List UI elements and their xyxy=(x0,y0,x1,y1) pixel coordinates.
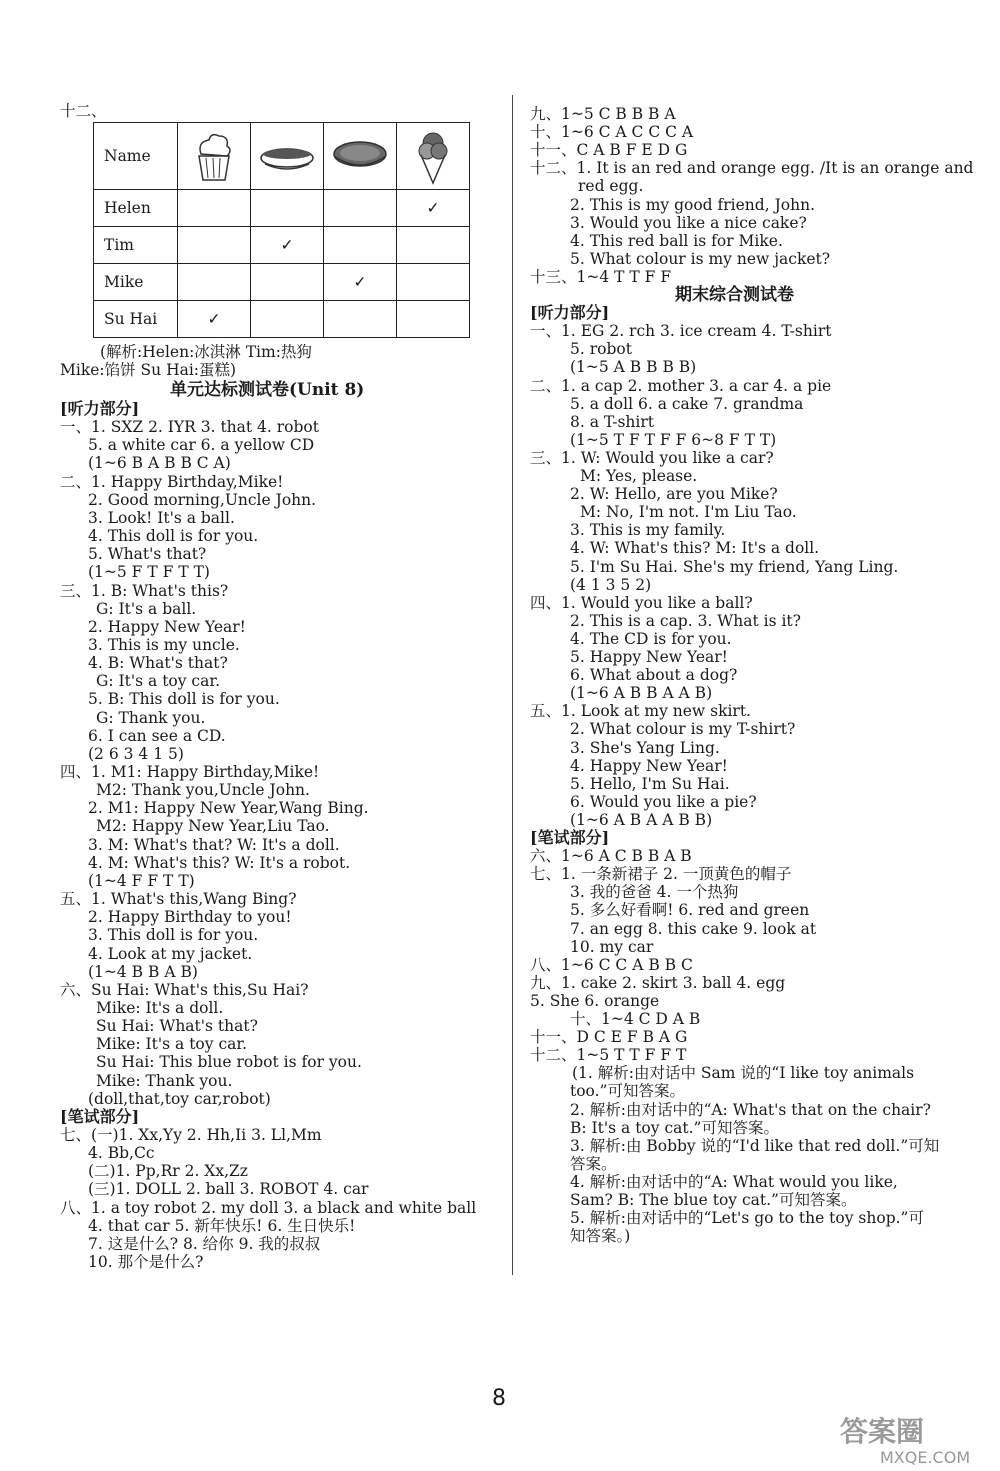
answer-line: 6. I can see a CD. xyxy=(88,726,226,745)
answer-line: 二、1. Happy Birthday,Mike! xyxy=(60,472,284,491)
answer-line: 4. Happy New Year! xyxy=(570,756,728,775)
answer-line: (1~4 F F T T) xyxy=(88,871,195,890)
answer-line: red egg. xyxy=(578,177,644,196)
answer-line: 7. an egg 8. this cake 9. look at xyxy=(570,919,817,938)
answer-line: (1~4 B B A B) xyxy=(88,962,198,981)
answer-line: 5. 多么好看啊! 6. red and green xyxy=(570,901,810,920)
row-name: Helen xyxy=(94,190,178,227)
hotdog-icon xyxy=(251,123,324,190)
answer-line: Su Hai: What's that? xyxy=(96,1017,258,1036)
answer-line: 四、1. M1: Happy Birthday,Mike! xyxy=(60,763,320,781)
row-name: Tim xyxy=(94,227,178,264)
answer-line: 三、1. W: Would you like a car? xyxy=(530,448,774,467)
answer-line: Su Hai: This blue robot is for you. xyxy=(96,1053,362,1072)
answer-line: 5. a doll 6. a cake 7. grandma xyxy=(570,394,804,413)
answer-line: 七、(一)1. Xx,Yy 2. Hh,Ii 3. Ll,Mm xyxy=(60,1126,322,1144)
row-name: Su Hai xyxy=(94,301,178,338)
answer-line: 一、1. EG 2. rch 3. ice cream 4. T-shirt xyxy=(530,322,832,341)
answer-line: 八、1~6 C C A B B C xyxy=(530,955,693,974)
answer-line: 六、1~6 A C B B A B xyxy=(530,847,692,866)
answer-line: Mike: Thank you. xyxy=(96,1071,233,1090)
answer-line: 一、1. SXZ 2. IYR 3. that 4. robot xyxy=(60,418,319,437)
answer-line: G: It's a toy car. xyxy=(96,672,220,691)
answer-line: 3. This doll is for you. xyxy=(88,926,259,945)
answer-line: (二)1. Pp,Rr 2. Xx,Zz xyxy=(88,1162,248,1181)
row-name: Mike xyxy=(94,264,178,301)
answer-line: 5. Happy New Year! xyxy=(570,648,728,666)
answer-line: 知答案。) xyxy=(570,1227,631,1246)
answer-line: 三、1. B: What's this? xyxy=(60,581,229,600)
cupcake-icon xyxy=(178,123,251,190)
answer-line: 4. This doll is for you. xyxy=(88,527,259,546)
answer-line: 九、1. cake 2. skirt 3. ball 4. egg xyxy=(530,973,786,992)
answer-line: (1~6 A B A A B B) xyxy=(570,810,713,829)
check-mark: ✓ xyxy=(324,264,397,301)
answer-line: 10. 那个是什么? xyxy=(88,1253,204,1272)
answer-line: 5. a white car 6. a yellow CD xyxy=(88,436,315,455)
answer-line: 答案。 xyxy=(570,1154,617,1173)
answer-line: 3. She's Yang Ling. xyxy=(570,738,720,757)
answer-line: M: Yes, please. xyxy=(580,467,698,485)
answer-line: 5. She 6. orange xyxy=(530,991,660,1010)
answer-line: 十、1~6 C A C C C A xyxy=(530,123,694,142)
answer-line: (1~6 B A B B C A) xyxy=(88,454,231,473)
answer-line: (1. 解析:由对话中 Sam 说的“I like toy animals xyxy=(572,1064,915,1083)
answer-line: 4. M: What's this? W: It's a robot. xyxy=(88,853,351,872)
answer-line: 6. Would you like a pie? xyxy=(570,792,757,811)
answer-line: 3. M: What's that? W: It's a doll. xyxy=(88,835,340,854)
answer-line: (1~5 F T F T T) xyxy=(88,563,210,582)
answer-line: (1~6 A B B A A B) xyxy=(570,684,713,703)
answer-line: (doll,that,toy car,robot) xyxy=(88,1089,271,1108)
answer-line: M: No, I'm not. I'm Liu Tao. xyxy=(580,503,797,522)
answer-line: 2. What colour is my T-shirt? xyxy=(570,720,796,739)
ice-cream-icon xyxy=(397,123,470,190)
answer-line: 2. W: Hello, are you Mike? xyxy=(570,485,778,504)
answer-line: 五、1. What's this,Wang Bing? xyxy=(60,890,297,909)
answer-line: 四、1. Would you like a ball? xyxy=(530,593,753,612)
answer-line: 2. This is a cap. 3. What is it? xyxy=(570,611,801,630)
answer-line: 4. This red ball is for Mike. xyxy=(570,231,783,250)
answer-table xyxy=(93,122,470,338)
answer-line: 4. Bb,Cc xyxy=(88,1144,155,1163)
answer-line: 二、1. a cap 2. mother 3. a car 4. a pie xyxy=(530,376,832,395)
answer-line: G: Thank you. xyxy=(96,708,206,727)
answer-line: 2. 解析:由对话中的“A: What's that on the chair? xyxy=(570,1100,931,1119)
answer-line: 十二、1~5 T T F F T xyxy=(530,1046,687,1065)
answer-line: (1~5 A B B B B) xyxy=(570,358,697,377)
answer-line: 5. What's that? xyxy=(88,545,207,564)
answer-line: 十三、1~4 T T F F xyxy=(530,267,672,286)
answer-line: 6. What about a dog? xyxy=(570,666,738,685)
answer-line: 十二、1. It is an red and orange egg. /It is an orange and xyxy=(530,159,974,178)
answer-line: (解析:Helen:冰淇淋 Tim:热狗 xyxy=(100,343,312,361)
answer-line: 六、Su Hai: What's this,Su Hai? xyxy=(60,980,309,999)
answer-line: (4 1 3 5 2) xyxy=(570,575,652,594)
answer-line: Sam? B: The blue toy cat.”可知答案。 xyxy=(570,1191,857,1209)
answer-line: (1~5 T F T F F 6~8 F T T) xyxy=(570,430,777,449)
answer-line: Mike: It's a doll. xyxy=(96,998,224,1017)
answer-line: 2. Good morning,Uncle John. xyxy=(88,490,317,509)
page-number: 8 xyxy=(492,1386,506,1411)
answer-line: (三)1. DOLL 2. ball 3. ROBOT 4. car xyxy=(88,1180,369,1199)
section-label: 十二、 xyxy=(60,102,107,120)
answer-line: 7. 这是什么? 8. 给你 9. 我的叔叔 xyxy=(88,1234,321,1253)
answer-line: 4. 解析:由对话中的“A: What would you like, xyxy=(570,1172,898,1191)
answer-line: 十一、C A B F E D G xyxy=(530,141,688,160)
answer-line: Mike:馅饼 Su Hai:蛋糕) xyxy=(60,361,237,379)
answer-line: 七、1. 一条新裙子 2. 一顶黄色的帽子 xyxy=(530,865,792,884)
answer-line: 4. The CD is for you. xyxy=(570,629,732,648)
table-header-name: Name xyxy=(94,123,178,190)
check-mark: ✓ xyxy=(178,301,251,338)
answer-line: 3. This is my uncle. xyxy=(88,635,240,654)
answer-line: (2 6 3 4 1 5) xyxy=(88,744,184,763)
answer-line: 8. a T-shirt xyxy=(570,412,654,431)
answer-line: 2. This is my good friend, John. xyxy=(570,195,816,214)
answer-line: 10. my car xyxy=(570,937,654,956)
answer-line: 5. 解析:由对话中的“Let's go to the toy shop.”可 xyxy=(570,1209,924,1228)
section-title: 期末综合测试卷 xyxy=(675,285,794,305)
section-heading: [笔试部分] xyxy=(530,828,610,847)
answer-line: 3. Would you like a nice cake? xyxy=(570,213,807,232)
check-mark: ✓ xyxy=(397,190,470,227)
answer-line: 2. M1: Happy New Year,Wang Bing. xyxy=(88,799,369,818)
answer-line: 3. 我的爸爸 4. 一个热狗 xyxy=(570,883,739,902)
answer-line: M2: Happy New Year,Liu Tao. xyxy=(96,817,330,836)
section-title: 单元达标测试卷(Unit 8) xyxy=(170,380,365,400)
answer-line: G: It's a ball. xyxy=(96,599,197,618)
answer-line: Mike: It's a toy car. xyxy=(96,1035,248,1054)
pie-icon xyxy=(324,123,397,190)
answer-line: 2. Happy Birthday to you! xyxy=(88,908,292,927)
answer-line: 5. I'm Su Hai. She's my friend, Yang Ling. xyxy=(570,557,899,576)
answer-line: 3. Look! It's a ball. xyxy=(88,508,235,527)
answer-line: 五、1. Look at my new skirt. xyxy=(530,702,751,721)
answer-line: 4. W: What's this? M: It's a doll. xyxy=(570,539,820,558)
answer-line: 十一、D C E F B A G xyxy=(530,1028,688,1047)
section-heading: [笔试部分] xyxy=(60,1106,140,1126)
answer-line: 4. B: What's that? xyxy=(88,654,228,673)
answer-line: M2: Thank you,Uncle John. xyxy=(96,781,310,800)
answer-line: B: It's a toy cat.”可知答案。 xyxy=(570,1118,779,1137)
answer-line: too.”可知答案。 xyxy=(570,1082,685,1101)
watermark-url: MXQE.COM xyxy=(880,1448,971,1467)
answer-line: 5. Hello, I'm Su Hai. xyxy=(570,774,730,793)
check-mark: ✓ xyxy=(251,227,324,264)
answer-line: 5. B: This doll is for you. xyxy=(88,690,280,709)
answer-line: 5. What colour is my new jacket? xyxy=(570,249,831,268)
answer-line: 4. Look at my jacket. xyxy=(88,944,253,963)
answer-line: 九、1~5 C B B B A xyxy=(530,105,676,123)
answer-line: 4. that car 5. 新年快乐! 6. 生日快乐! xyxy=(88,1216,356,1235)
answer-line: 3. 解析:由 Bobby 说的“I'd like that red doll.”可知 xyxy=(570,1136,940,1155)
answer-line: 2. Happy New Year! xyxy=(88,617,246,636)
answer-line: 3. This is my family. xyxy=(570,521,726,540)
section-heading: [听力部分] xyxy=(60,399,140,418)
answer-line: 八、1. a toy robot 2. my doll 3. a black and white ball xyxy=(60,1198,477,1217)
watermark-logo: 答案圈 xyxy=(840,1415,925,1448)
column-divider xyxy=(512,95,513,1275)
section-heading: [听力部分] xyxy=(530,303,610,323)
answer-line: 十、1~4 C D A B xyxy=(570,1010,701,1028)
answer-line: 5. robot xyxy=(570,340,632,359)
